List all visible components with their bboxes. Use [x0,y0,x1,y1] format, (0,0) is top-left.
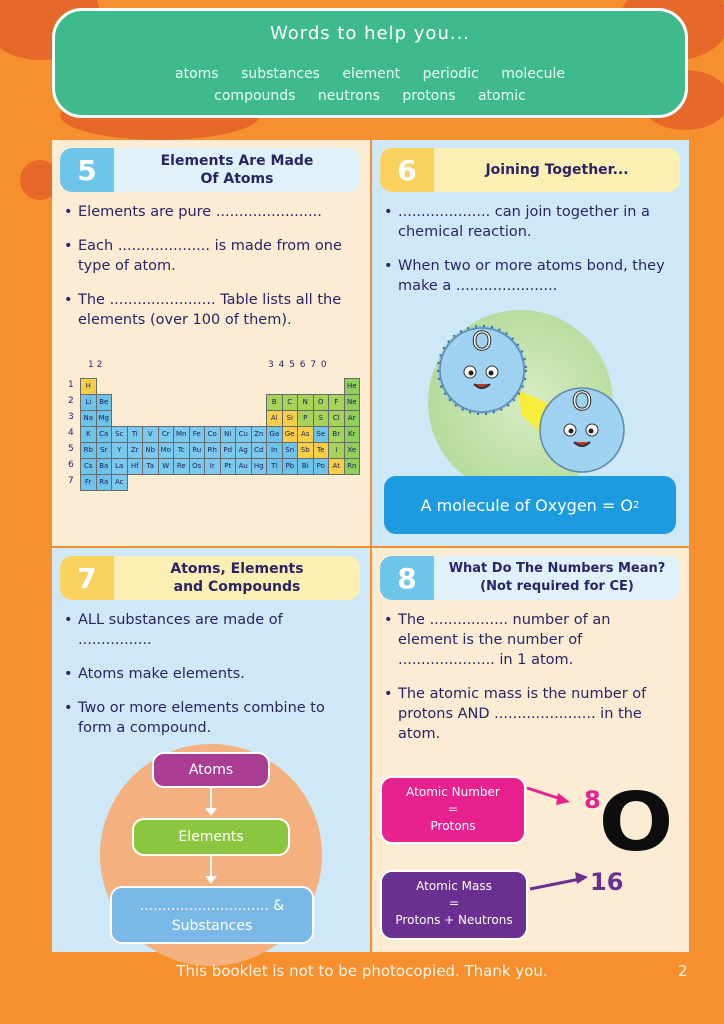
element-cell: Au [235,458,252,475]
element-cell: Ga [266,426,283,443]
molecule-caption: A molecule of Oxygen = O [420,495,633,515]
period-label: 4 [68,428,74,438]
word-row-1 [55,66,685,82]
element-cell: Re [173,458,190,475]
atomic-mass-value: 16 [590,868,624,896]
panel-title [114,560,360,596]
element-cell: Ag [235,442,252,459]
words-title: Words to help you... [269,23,471,44]
element-cell: Po [313,458,330,475]
bullet-list [384,610,654,758]
word-row-2 [55,88,685,104]
word-item: protons [402,88,456,104]
bullet-item: • Two or more elements combine to form a compound. [64,698,360,738]
element-cell: P [297,410,314,427]
title-line: What Do The Numbers Mean? [448,561,666,576]
flow-box-line: Substances [171,918,253,934]
period-label: 6 [68,460,74,470]
title-line: (Not required for CE) [480,579,634,594]
box-line: Protons + Neutrons [395,913,513,927]
arrow-down-icon [205,808,217,816]
flow-box-atoms: Atoms [152,752,270,788]
panel-elements-made-of-atoms [52,140,370,546]
element-cell: Ac [111,474,128,491]
element-cell: Rb [80,442,97,459]
word-item: substances [241,66,320,82]
atomic-mass-box [380,870,528,940]
bullet-item: • When two or more atoms bond, they make a ...................... [384,256,680,296]
panel-number: 5 [60,148,114,192]
word-item: neutrons [317,88,380,104]
element-cell: As [297,426,314,443]
bullet-item: • The ....................... Table lists all the elements (over 100 of them). [64,290,360,330]
element-cell: Zn [251,426,268,443]
element-cell: Pd [220,442,237,459]
period-label: 2 [68,396,74,406]
bullet-item: • Elements are pure ....................... [64,202,360,222]
panel-title [434,560,680,596]
element-cell: W [158,458,175,475]
bullet-list [64,202,360,344]
panel-number: 7 [60,556,114,600]
element-cell: Si [282,410,299,427]
word-item: molecule [501,66,565,82]
panel-header [380,556,680,600]
words-to-help-box [52,8,688,118]
panel-number: 6 [380,148,434,192]
element-cell: Mn [173,426,190,443]
element-cell: K [80,426,97,443]
arrow-right-icon [556,793,570,805]
element-cell: Fe [189,426,206,443]
bullet-list [384,202,680,310]
group-labels-left: 1 2 [88,360,103,370]
period-label: 3 [68,412,74,422]
element-cell: Nb [142,442,159,459]
element-cell: Ra [96,474,113,491]
period-label: 5 [68,444,74,454]
atomic-number-value: 8 [584,786,601,814]
element-cell: H [80,378,97,395]
element-cell: At [328,458,345,475]
box-line: Protons [430,819,476,833]
element-cell: O [313,394,330,411]
element-cell: La [111,458,128,475]
element-cell: Ru [189,442,206,459]
element-cell: Sc [111,426,128,443]
element-cell: Ti [127,426,144,443]
page-number: 2 [678,962,688,980]
bullet-item: • .................... can join together in a chemical reaction. [384,202,680,242]
box-line: = [448,896,460,910]
title-line: Elements Are Made [160,153,314,169]
element-cell: N [297,394,314,411]
molecule-caption-box [384,476,676,534]
element-cell: Ta [142,458,159,475]
flow-arrow [210,788,212,810]
element-cell: Ir [204,458,221,475]
panel-header [60,556,360,600]
bullet-item: • The atomic mass is the number of protons AND ...................... in the atom. [384,684,654,744]
atom-letter: O [471,327,493,357]
element-cell: Zr [127,442,144,459]
element-cell: Pt [220,458,237,475]
title-line: Atoms, Elements [170,561,304,577]
word-item: atoms [175,66,219,82]
period-label: 7 [68,476,74,486]
element-cell: Rh [204,442,221,459]
element-symbol: O [598,776,674,869]
element-cell: V [142,426,159,443]
title-line: Of Atoms [200,171,274,187]
element-cell: Ar [344,410,361,427]
element-cell: Al [266,410,283,427]
word-item: periodic [422,66,479,82]
element-cell: S [313,410,330,427]
atomic-number-box [380,776,526,844]
arrow-to-mass [530,879,580,889]
panel-title [114,152,360,188]
element-cell: F [328,394,345,411]
panel-header [60,148,360,192]
element-cell: Mo [158,442,175,459]
word-item: element [342,66,401,82]
element-cell: Hf [127,458,144,475]
oxygen-atom-left [438,326,526,414]
bullet-item: • The ................. number of an element is the number of ..................... in 1 atom. [384,610,654,670]
element-cell: Mg [96,410,113,427]
bullet-item: • Each .................... is made from one type of atom. [64,236,360,276]
element-cell: Cl [328,410,345,427]
element-cell: Cs [80,458,97,475]
group-labels-right: 3 4 5 6 7 0 [268,360,328,370]
element-cell: Co [204,426,221,443]
element-cell: Bi [297,458,314,475]
element-cell: Te [313,442,330,459]
bullet-list [64,610,360,752]
element-cell: Os [189,458,206,475]
arrow-down-icon [205,876,217,884]
element-cell: Li [80,394,97,411]
element-cell: Se [313,426,330,443]
element-cell: Sn [282,442,299,459]
element-cell: Fr [80,474,97,491]
title-line: and Compounds [173,579,301,595]
element-cell: He [344,378,361,395]
molecule-subscript: 2 [632,499,640,511]
element-cell: Ne [344,394,361,411]
panel-header [380,148,680,192]
element-cell: Tl [266,458,283,475]
element-cell: Ni [220,426,237,443]
element-cell: Ge [282,426,299,443]
element-cell: Be [96,394,113,411]
box-line: Atomic Number [406,785,500,799]
word-item: compounds [214,88,296,104]
element-cell: Xe [344,442,361,459]
oxygen-molecule-illustration [432,320,632,480]
flow-arrow [210,856,212,878]
element-cell: Pb [282,458,299,475]
element-cell: Sb [297,442,314,459]
element-cell: I [328,442,345,459]
box-line: = [447,802,459,816]
oxygen-atom-right [540,387,624,472]
element-cell: Ba [96,458,113,475]
footer-notice: This booklet is not to be photocopied. Thank you. [176,962,548,980]
element-cell: Cr [158,426,175,443]
panel-number: 8 [380,556,434,600]
panel-joining-together [372,140,689,546]
arrow-right-icon [575,872,588,884]
element-cell: Tc [173,442,190,459]
periodic-table [66,360,366,512]
panel-atoms-elements-compounds [52,548,370,952]
flow-box-elements: Elements [132,818,290,856]
element-cell: Cd [251,442,268,459]
flow-box-substances [110,886,314,944]
panel-title: Joining Together... [485,162,629,178]
element-cell: Rn [344,458,361,475]
bullet-item: • ALL substances are made of ................ [64,610,360,650]
element-cell: Kr [344,426,361,443]
panel-what-do-numbers-mean [372,548,689,952]
bullet-item: • Atoms make elements. [64,664,360,684]
element-cell: Sr [96,442,113,459]
element-cell: Na [80,410,97,427]
box-line: Atomic Mass [416,879,492,893]
element-cell: C [282,394,299,411]
flow-box-line: ............................. & [139,898,285,914]
element-cell: B [266,394,283,411]
atom-letter: O [571,387,593,417]
element-cell: Y [111,442,128,459]
element-cell: Ca [96,426,113,443]
word-item: atomic [477,88,526,104]
element-cell: Cu [235,426,252,443]
element-cell: Hg [251,458,268,475]
element-cell: Br [328,426,345,443]
element-cell: In [266,442,283,459]
period-label: 1 [68,380,74,390]
